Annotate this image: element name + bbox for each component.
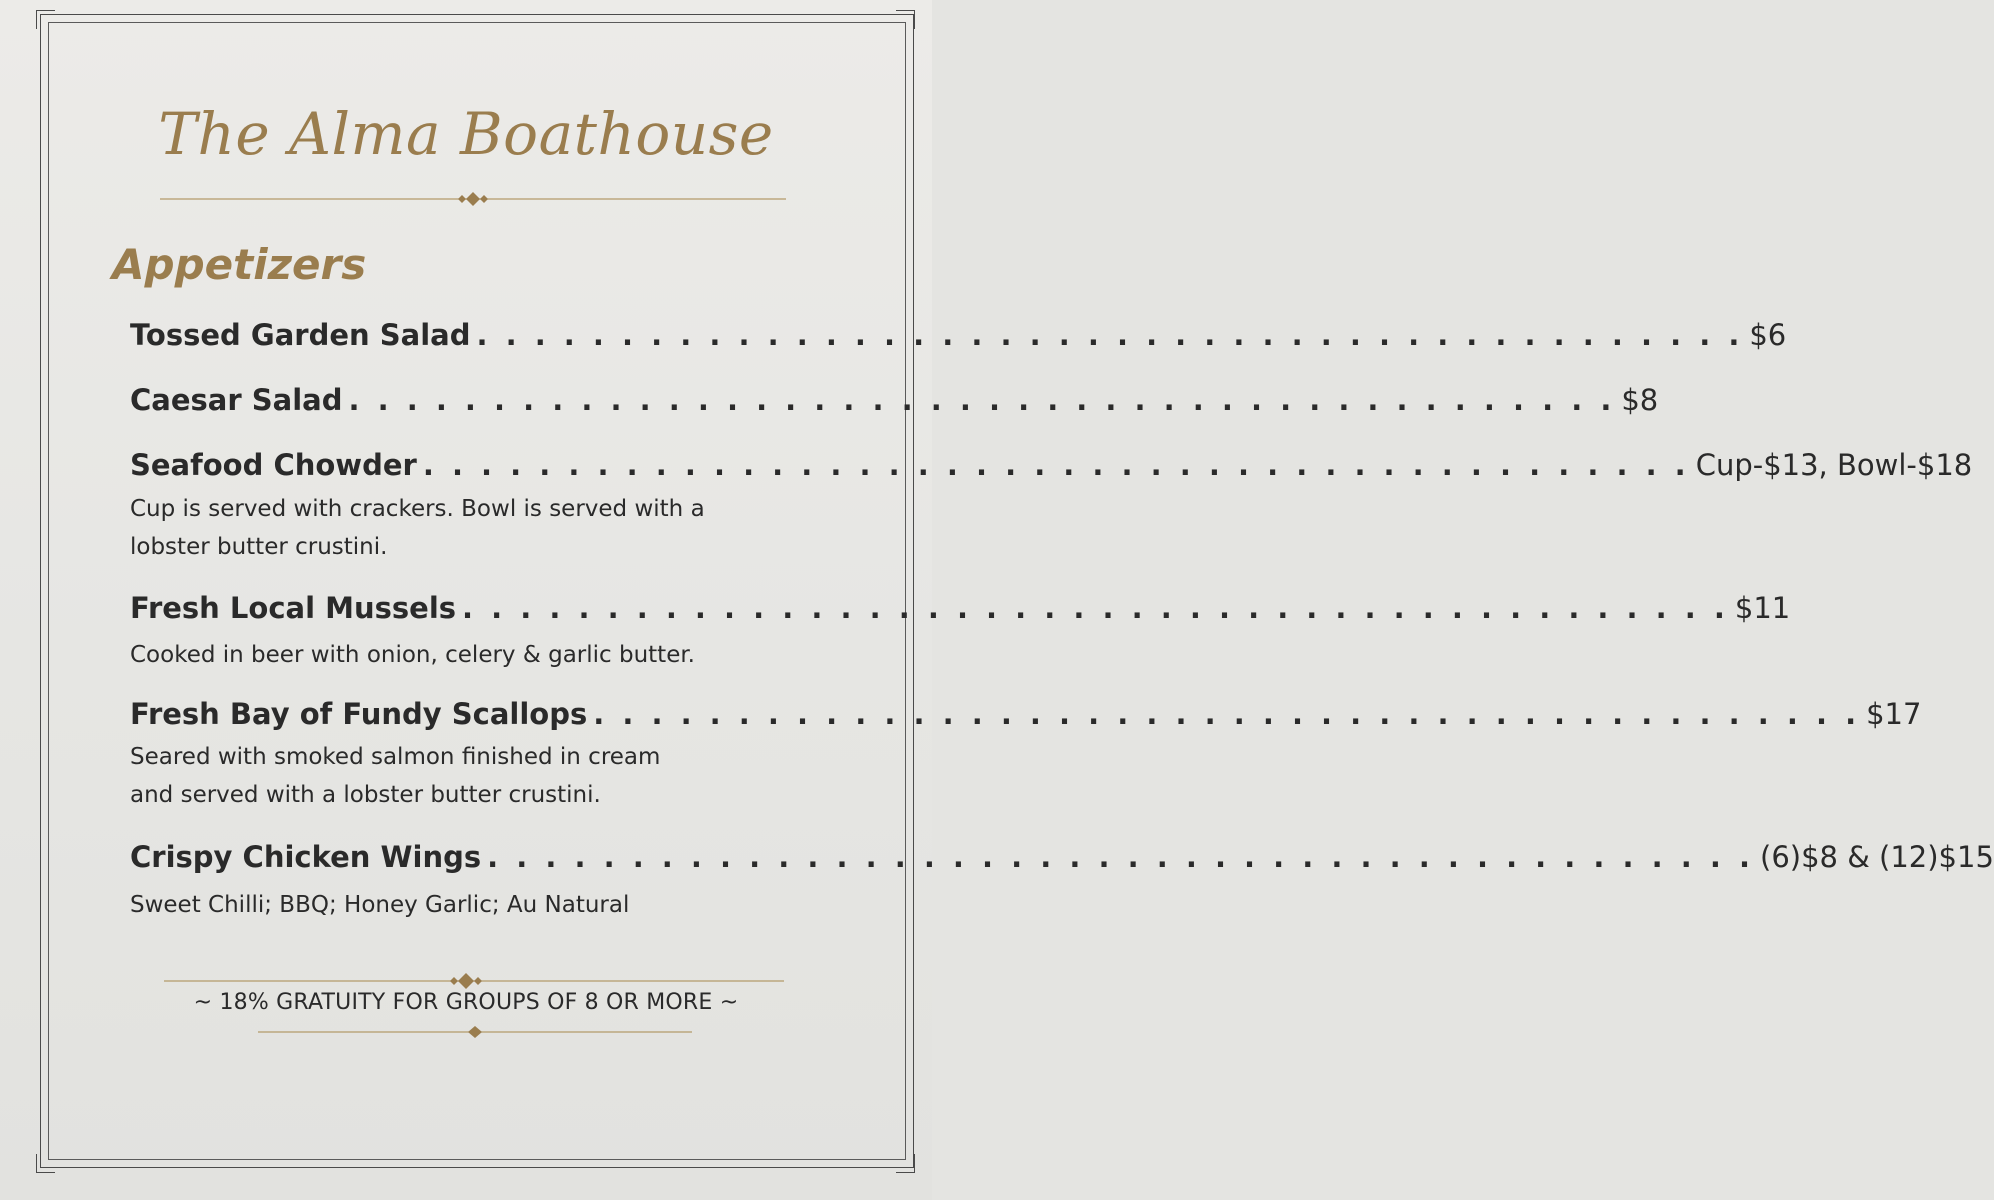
menu-item <box>130 591 1791 625</box>
footer-bottom-divider <box>258 1022 692 1042</box>
dot-leader: . . . . . . . . . . . . . . . . . . . . . . . . . . . . . . . . . . . . . . . . . . . . <box>487 840 1754 874</box>
dot-leader: . . . . . . . . . . . . . . . . . . . . . . . . . . . . . . . . . . . . . . . . . . . . <box>476 318 1744 352</box>
menu-item-price: $8 <box>1621 383 1659 417</box>
menu-item-name: Seafood Chowder <box>130 448 417 482</box>
dot-leader: . . . . . . . . . . . . . . . . . . . . . . . . . . . . . . . . . . . . . . . . . . . . <box>348 383 1616 417</box>
corner-ornament <box>896 1154 915 1173</box>
menu-item-description <box>130 738 830 814</box>
menu-item-price: $17 <box>1866 697 1922 731</box>
menu-item <box>130 448 1973 482</box>
corner-ornament <box>36 1154 55 1173</box>
menu-item-name: Caesar Salad <box>130 383 343 417</box>
gratuity-note: ~ 18% GRATUITY FOR GROUPS OF 8 OR MORE ~ <box>193 990 739 1015</box>
footer-top-divider <box>164 970 784 992</box>
menu-item-name: Fresh Local Mussels <box>130 591 457 625</box>
restaurant-name: The Alma Boathouse <box>158 100 774 168</box>
menu-item-name: Fresh Bay of Fundy Scallops <box>130 697 588 731</box>
description-line: Cup is served with crackers. Bowl is served with a <box>130 496 705 522</box>
dot-leader: . . . . . . . . . . . . . . . . . . . . . . . . . . . . . . . . . . . . . . . . . . . . <box>593 697 1861 731</box>
menu-item-description <box>130 636 830 674</box>
section-title: Appetizers <box>112 240 367 289</box>
corner-ornament <box>36 10 55 29</box>
menu-item-price: $6 <box>1749 318 1787 352</box>
title-divider <box>160 188 786 210</box>
menu-item-description <box>130 886 830 924</box>
menu-item <box>130 383 1659 417</box>
menu-item-description <box>130 490 830 566</box>
description-line: Sweet Chilli; BBQ; Honey Garlic; Au Natural <box>130 892 630 918</box>
description-line: and served with a lobster butter crustini. <box>130 782 601 808</box>
description-line: Seared with smoked salmon finished in cream <box>130 744 661 770</box>
menu-item <box>130 318 1787 352</box>
menu-item-name: Crispy Chicken Wings <box>130 840 482 874</box>
corner-ornament <box>896 10 915 29</box>
menu-item <box>130 840 1994 874</box>
description-line: Cooked in beer with onion, celery & garlic butter. <box>130 642 695 668</box>
description-line: lobster butter crustini. <box>130 534 388 560</box>
menu-item-price: $11 <box>1734 591 1791 625</box>
dot-leader: . . . . . . . . . . . . . . . . . . . . . . . . . . . . . . . . . . . . . . . . . . . . <box>462 591 1729 625</box>
menu-item <box>130 697 1922 731</box>
menu-item-price: Cup-$13, Bowl-$18 <box>1695 448 1973 482</box>
menu-item-name: Tossed Garden Salad <box>130 318 471 352</box>
dot-leader: . . . . . . . . . . . . . . . . . . . . . . . . . . . . . . . . . . . . . . . . . . . . <box>422 448 1690 482</box>
menu-item-price: (6)$8 & (12)$15 <box>1760 840 1994 874</box>
